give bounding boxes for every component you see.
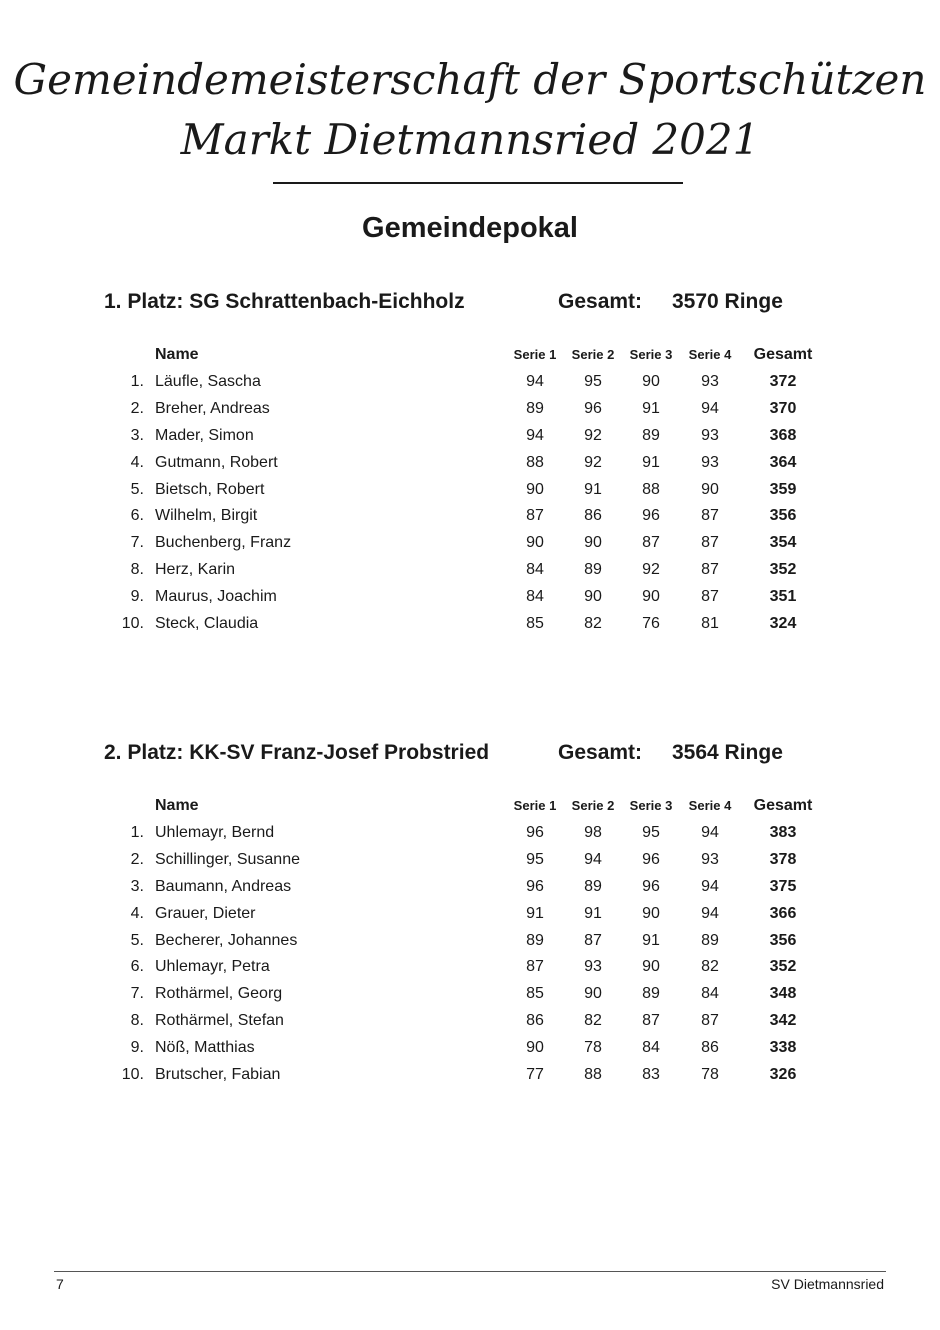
serie-4-cell: 86 — [701, 1039, 719, 1057]
serie-3-cell: 87 — [642, 534, 660, 552]
rank-cell: 10. — [121, 615, 144, 633]
rank-cell: 7. — [130, 534, 144, 552]
serie-2-cell: 78 — [584, 1039, 602, 1057]
name-cell: Becherer, Johannes — [155, 931, 298, 949]
serie-4-cell: 93 — [701, 453, 719, 471]
table-row — [0, 584, 940, 611]
name-cell: Buchenberg, Franz — [155, 534, 292, 552]
name-cell: Schillinger, Susanne — [155, 850, 300, 868]
team-section-1 — [0, 285, 940, 638]
team-header — [0, 736, 940, 770]
serie-4-cell: 82 — [701, 958, 719, 976]
serie-2-cell: 82 — [584, 615, 602, 633]
rank-cell: 7. — [130, 985, 144, 1003]
rank-cell: 8. — [130, 1012, 144, 1030]
column-header-serie-4: Serie 4 — [688, 347, 732, 362]
results-table — [0, 369, 940, 638]
page-title-line-1: Gemeindemeisterschaft der Sportschützen — [13, 55, 927, 104]
total-cell: 375 — [769, 877, 797, 895]
serie-1-cell: 95 — [526, 850, 544, 868]
total-cell: 342 — [769, 1012, 797, 1030]
serie-1-cell: 89 — [526, 931, 544, 949]
column-header-name: Name — [155, 346, 199, 363]
table-row — [0, 1035, 940, 1062]
serie-4-cell: 93 — [701, 426, 719, 444]
name-cell: Läufle, Sascha — [155, 373, 261, 390]
serie-1-cell: 89 — [526, 399, 544, 417]
column-header-serie-2: Serie 2 — [571, 347, 615, 362]
total-cell: 364 — [769, 453, 797, 471]
total-cell: 383 — [769, 824, 797, 841]
team-place-title: 2. Platz: KK-SV Franz-Josef Probstried — [104, 741, 490, 764]
rank-cell: 1. — [130, 373, 144, 390]
total-cell: 370 — [769, 399, 797, 417]
results-table — [0, 820, 940, 1089]
serie-2-cell: 92 — [584, 426, 602, 444]
serie-3-cell: 88 — [642, 480, 660, 498]
serie-3-cell: 87 — [642, 1012, 660, 1030]
serie-1-cell: 90 — [526, 1039, 544, 1057]
rank-cell: 2. — [130, 399, 144, 417]
team-place-title: 1. Platz: SG Schrattenbach-Eichholz — [104, 290, 465, 313]
footer-club-name: SV Dietmannsried — [771, 1276, 884, 1292]
serie-2-cell: 90 — [584, 588, 602, 606]
table-row — [0, 954, 940, 981]
serie-2-cell: 82 — [584, 1012, 602, 1030]
title-divider — [273, 182, 683, 184]
serie-3-cell: 95 — [642, 824, 660, 841]
name-cell: Steck, Claudia — [155, 615, 259, 633]
total-cell: 356 — [769, 507, 797, 525]
table-row — [0, 874, 940, 901]
serie-1-cell: 96 — [526, 877, 544, 895]
name-cell: Bietsch, Robert — [155, 480, 265, 498]
serie-1-cell: 87 — [526, 507, 544, 525]
serie-4-cell: 90 — [701, 480, 719, 498]
team-header — [0, 285, 940, 319]
serie-3-cell: 89 — [642, 985, 660, 1003]
name-cell: Wilhelm, Birgit — [155, 507, 258, 525]
column-header-serie-1: Serie 1 — [513, 347, 557, 362]
table-row — [0, 369, 940, 396]
column-header-serie-3: Serie 3 — [629, 347, 673, 362]
serie-3-cell: 84 — [642, 1039, 660, 1057]
team-total-label: Gesamt: — [558, 290, 643, 313]
rank-cell: 4. — [130, 453, 144, 471]
serie-4-cell: 94 — [701, 877, 719, 895]
serie-1-cell: 90 — [526, 534, 544, 552]
total-cell: 348 — [769, 985, 797, 1003]
table-row — [0, 396, 940, 423]
rank-cell: 6. — [130, 958, 144, 976]
serie-4-cell: 89 — [701, 931, 719, 949]
table-row — [0, 423, 940, 450]
serie-3-cell: 90 — [642, 958, 660, 976]
serie-1-cell: 86 — [526, 1012, 544, 1030]
total-cell: 352 — [769, 958, 797, 976]
serie-1-cell: 85 — [526, 615, 544, 633]
total-cell: 356 — [769, 931, 797, 949]
table-row — [0, 611, 940, 638]
total-cell: 359 — [769, 480, 797, 498]
serie-1-cell: 84 — [526, 588, 544, 606]
serie-4-cell: 87 — [701, 588, 719, 606]
total-cell: 354 — [769, 534, 797, 552]
name-cell: Mader, Simon — [155, 426, 254, 444]
serie-4-cell: 87 — [701, 561, 719, 579]
column-header-serie-3: Serie 3 — [629, 798, 673, 813]
serie-4-cell: 87 — [701, 507, 719, 525]
serie-1-cell: 96 — [526, 824, 544, 841]
serie-2-cell: 98 — [584, 824, 602, 841]
total-cell: 366 — [769, 904, 797, 922]
page-number: 7 — [56, 1276, 64, 1292]
name-cell: Herz, Karin — [155, 561, 236, 579]
column-header-row — [0, 792, 940, 820]
serie-3-cell: 83 — [642, 1066, 660, 1084]
table-row — [0, 477, 940, 504]
rank-cell: 9. — [130, 1039, 144, 1057]
serie-2-cell: 90 — [584, 985, 602, 1003]
serie-1-cell: 90 — [526, 480, 544, 498]
serie-2-cell: 89 — [584, 877, 602, 895]
total-cell: 368 — [769, 426, 797, 444]
serie-4-cell: 93 — [701, 850, 719, 868]
serie-2-cell: 89 — [584, 561, 602, 579]
rank-cell: 3. — [130, 877, 144, 895]
table-row — [0, 928, 940, 955]
serie-4-cell: 93 — [701, 373, 719, 390]
serie-1-cell: 88 — [526, 453, 544, 471]
serie-3-cell: 89 — [642, 426, 660, 444]
name-cell: Rothärmel, Stefan — [155, 1012, 284, 1030]
serie-3-cell: 96 — [642, 850, 660, 868]
serie-2-cell: 91 — [584, 904, 602, 922]
rank-cell: 5. — [130, 931, 144, 949]
serie-2-cell: 94 — [584, 850, 602, 868]
serie-4-cell: 94 — [701, 824, 719, 841]
column-header-row — [0, 341, 940, 369]
serie-2-cell: 87 — [584, 931, 602, 949]
name-cell: Baumann, Andreas — [155, 877, 292, 895]
table-row — [0, 901, 940, 928]
table-row — [0, 847, 940, 874]
serie-3-cell: 90 — [642, 588, 660, 606]
name-cell: Breher, Andreas — [155, 399, 270, 417]
total-cell: 324 — [769, 615, 797, 633]
serie-4-cell: 84 — [701, 985, 719, 1003]
rank-cell: 2. — [130, 850, 144, 868]
section-subtitle: Gemeindepokal — [362, 212, 578, 244]
column-header-total: Gesamt — [753, 346, 813, 363]
page-title-line-2: Markt Dietmannsried 2021 — [180, 115, 760, 164]
serie-4-cell: 81 — [701, 615, 719, 633]
table-row — [0, 981, 940, 1008]
serie-2-cell: 95 — [584, 373, 602, 390]
column-header-serie-2: Serie 2 — [571, 798, 615, 813]
rank-cell: 10. — [121, 1066, 144, 1084]
team-total-value: 3564 Ringe — [672, 741, 783, 764]
name-cell: Maurus, Joachim — [155, 588, 277, 606]
rank-cell: 4. — [130, 904, 144, 922]
serie-3-cell: 90 — [642, 373, 660, 390]
serie-2-cell: 90 — [584, 534, 602, 552]
name-cell: Nöß, Matthias — [155, 1039, 255, 1057]
rank-cell: 6. — [130, 507, 144, 525]
serie-3-cell: 90 — [642, 904, 660, 922]
serie-2-cell: 92 — [584, 453, 602, 471]
rank-cell: 5. — [130, 480, 144, 498]
name-cell: Grauer, Dieter — [155, 904, 256, 922]
serie-4-cell: 94 — [701, 904, 719, 922]
team-section-2 — [0, 736, 940, 1089]
rank-cell: 3. — [130, 426, 144, 444]
footer-divider — [54, 1271, 886, 1272]
table-row — [0, 820, 940, 847]
serie-2-cell: 86 — [584, 507, 602, 525]
total-cell: 338 — [769, 1039, 797, 1057]
serie-3-cell: 76 — [642, 615, 660, 633]
serie-1-cell: 85 — [526, 985, 544, 1003]
total-cell: 372 — [769, 373, 797, 390]
column-header-total: Gesamt — [753, 797, 813, 814]
serie-4-cell: 87 — [701, 534, 719, 552]
serie-3-cell: 91 — [642, 453, 660, 471]
total-cell: 378 — [769, 850, 797, 868]
name-cell: Uhlemayr, Bernd — [155, 824, 275, 841]
serie-3-cell: 96 — [642, 507, 660, 525]
total-cell: 326 — [769, 1066, 797, 1084]
serie-1-cell: 77 — [526, 1066, 544, 1084]
serie-3-cell: 91 — [642, 399, 660, 417]
serie-3-cell: 92 — [642, 561, 660, 579]
rank-cell: 9. — [130, 588, 144, 606]
rank-cell: 8. — [130, 561, 144, 579]
total-cell: 352 — [769, 561, 797, 579]
serie-2-cell: 96 — [584, 399, 602, 417]
serie-1-cell: 87 — [526, 958, 544, 976]
serie-4-cell: 94 — [701, 399, 719, 417]
serie-1-cell: 84 — [526, 561, 544, 579]
rank-cell: 1. — [130, 824, 144, 841]
column-header-serie-4: Serie 4 — [688, 798, 732, 813]
table-row — [0, 503, 940, 530]
serie-1-cell: 94 — [526, 426, 544, 444]
column-header-serie-1: Serie 1 — [513, 798, 557, 813]
serie-3-cell: 96 — [642, 877, 660, 895]
table-row — [0, 1062, 940, 1089]
table-row — [0, 450, 940, 477]
serie-3-cell: 91 — [642, 931, 660, 949]
serie-2-cell: 88 — [584, 1066, 602, 1084]
table-row — [0, 1008, 940, 1035]
table-row — [0, 557, 940, 584]
serie-4-cell: 87 — [701, 1012, 719, 1030]
name-cell: Brutscher, Fabian — [155, 1066, 281, 1084]
table-row — [0, 530, 940, 557]
serie-2-cell: 93 — [584, 958, 602, 976]
name-cell: Gutmann, Robert — [155, 453, 278, 471]
serie-2-cell: 91 — [584, 480, 602, 498]
name-cell: Rothärmel, Georg — [155, 985, 283, 1003]
serie-1-cell: 91 — [526, 904, 544, 922]
team-total-value: 3570 Ringe — [672, 290, 783, 313]
serie-1-cell: 94 — [526, 373, 544, 390]
total-cell: 351 — [769, 588, 797, 606]
team-total-label: Gesamt: — [558, 741, 643, 764]
column-header-name: Name — [155, 797, 199, 814]
serie-4-cell: 78 — [701, 1066, 719, 1084]
name-cell: Uhlemayr, Petra — [155, 958, 270, 976]
